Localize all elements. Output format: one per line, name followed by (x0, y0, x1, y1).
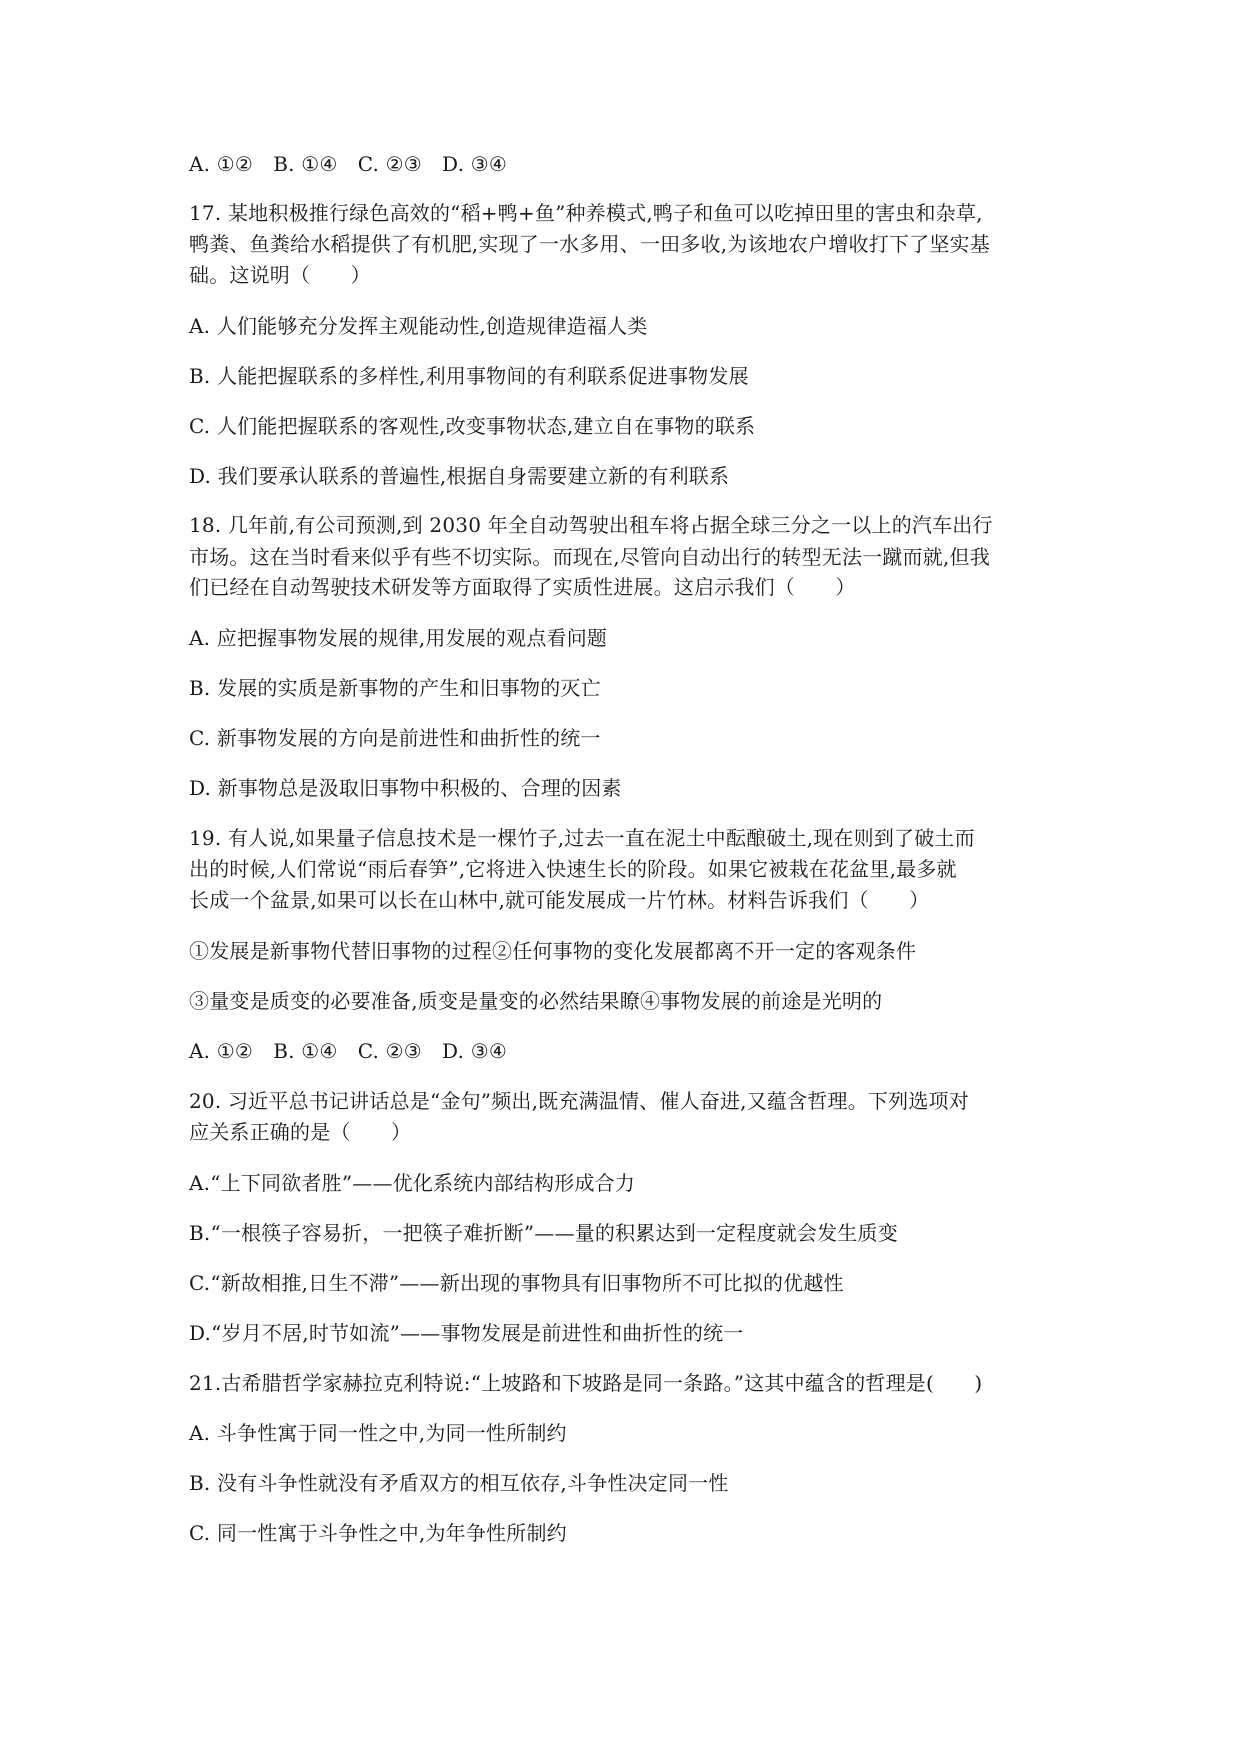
option-a: A.“上下同欲者胜”——优化系统内部结构形成合力 (189, 1171, 636, 1195)
question-20-text: 20. 习近平总书记讲话总是“金句”频出,既充满温情、催人奋进,又蕴含哲理。下列选项对 (189, 1089, 969, 1113)
option-a: A. 斗争性寓于同一性之中,为同一性所制约 (189, 1421, 567, 1445)
option-a: A. 人们能够充分发挥主观能动性,创造规律造福人类 (189, 314, 648, 338)
option-d: D. 我们要承认联系的普遍性,根据自身需要建立新的有利联系 (189, 464, 730, 488)
option-c: C. 人们能把握联系的客观性,改变事物状态,建立自在事物的联系 (189, 414, 756, 438)
option-d: D.“岁月不居,时节如流”——事物发展是前进性和曲折性的统一 (189, 1321, 744, 1345)
question-19-text: 19. 有人说,如果量子信息技术是一棵竹子,过去一直在泥土中酝酿破土,现在则到了破土而 (189, 826, 975, 850)
option-b: B. 人能把握联系的多样性,利用事物间的有利联系促进事物发展 (189, 364, 749, 388)
option-a: A. 应把握事物发展的规律,用发展的观点看问题 (189, 626, 608, 650)
question-20-text: 应关系正确的是（ ） (189, 1120, 412, 1144)
options-line: A. ①② B. ①④ C. ②③ D. ③④ (189, 152, 507, 176)
option-c: C. 新事物发展的方向是前进性和曲折性的统一 (189, 726, 601, 750)
question-18-text: 市场。这在当时看来似乎有些不切实际。而现在,尽管向自动出行的转型无法一蹴而就,但我 (189, 545, 990, 569)
option-c: C.“新故相推,日生不滞”——新出现的事物具有旧事物所不可比拟的优越性 (189, 1271, 844, 1295)
option-d: D. 新事物总是汲取旧事物中积极的、合理的因素 (189, 776, 622, 800)
options-line: A. ①② B. ①④ C. ②③ D. ③④ (189, 1039, 507, 1063)
question-19-text: 长成一个盆景,如果可以长在山林中,就可能发展成一片竹林。材料告诉我们（ ） (189, 888, 930, 912)
option-b: B. 发展的实质是新事物的产生和旧事物的灭亡 (189, 676, 601, 700)
statement-line: ③量变是质变的必要准备,质变是量变的必然结果瞭④事物发展的前途是光明的 (189, 989, 883, 1013)
option-c: C. 同一性寓于斗争性之中,为年争性所制约 (189, 1521, 567, 1545)
question-18-text: 18. 几年前,有公司预测,到 2030 年全自动驾驶出租车将占据全球三分之一以上的汽车出行 (189, 513, 993, 537)
question-19-text: 出的时候,人们常说“雨后春笋”,它将进入快速生长的阶段。如果它被栽在花盆里,最多就 (189, 857, 957, 881)
question-17-text: 础。这说明（ ） (189, 263, 371, 287)
question-17-text: 17. 某地积极推行绿色高效的“稻+鸭+鱼”种养模式,鸭子和鱼可以吃掉田里的害虫和杂草, (189, 201, 983, 225)
question-17-text: 鸭粪、鱼粪给水稻提供了有机肥,实现了一水多用、一田多收,为该地农户增收打下了坚实基 (189, 232, 990, 256)
question-18-text: 们已经在自动驾驶技术研发等方面取得了实质性进展。这启示我们（ ） (189, 575, 856, 599)
option-b: B.“一根筷子容易折，一把筷子难折断”——量的积累达到一定程度就会发生质变 (189, 1221, 898, 1245)
question-21-text: 21.古希腊哲学家赫拉克利特说:“上坡路和下坡路是同一条路。”这其中蕴含的哲理是( ) (189, 1371, 983, 1395)
option-b: B. 没有斗争性就没有矛盾双方的相互依存,斗争性决定同一性 (189, 1471, 729, 1495)
statement-line: ①发展是新事物代替旧事物的过程②任何事物的变化发展都离不开一定的客观条件 (189, 939, 917, 963)
